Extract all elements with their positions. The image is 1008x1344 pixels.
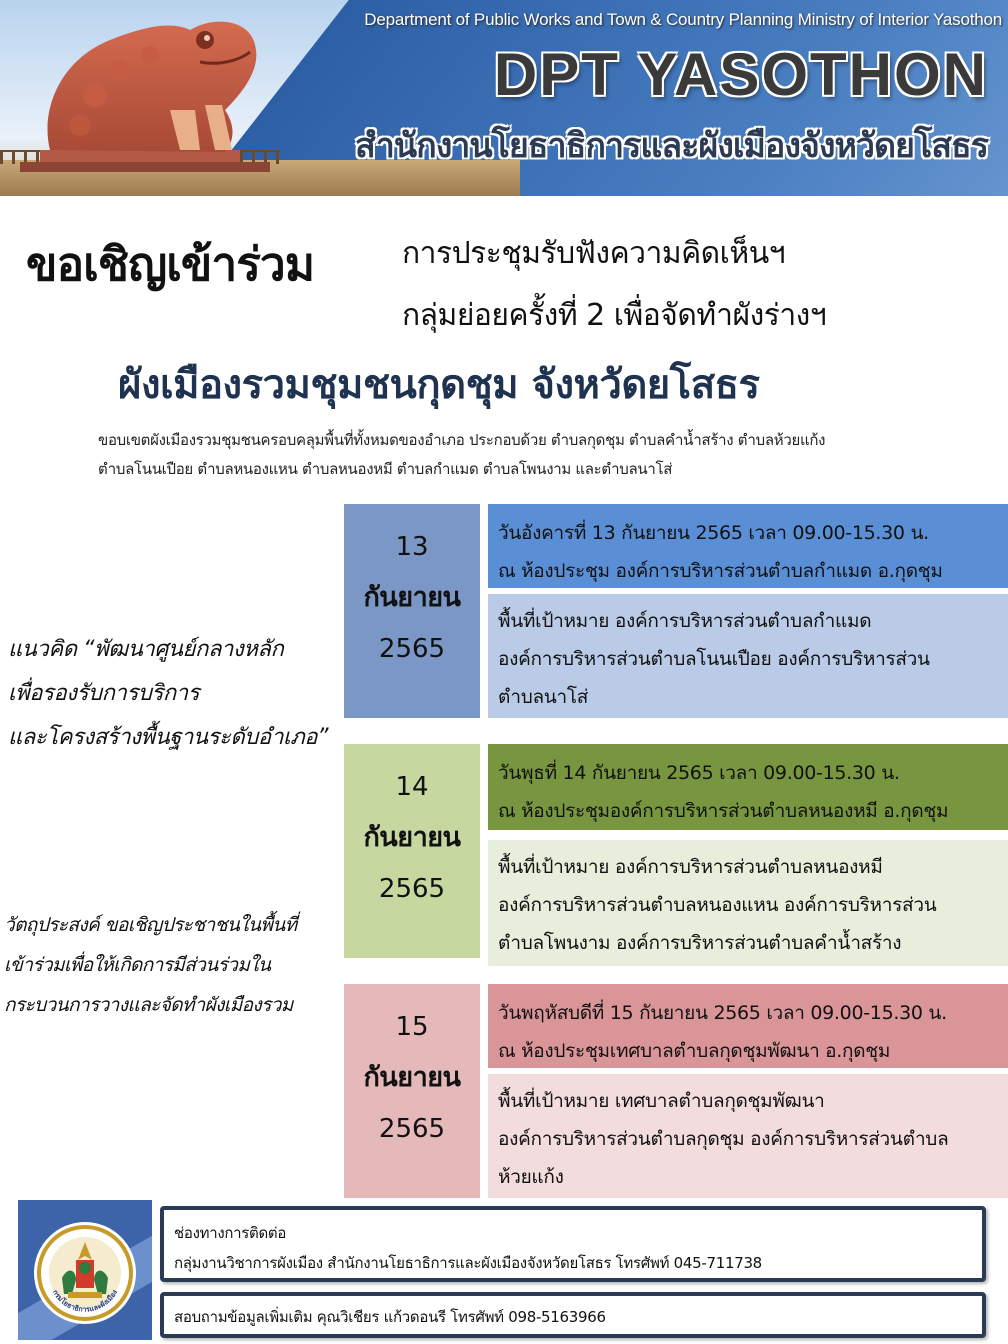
- session-2-datetime: วันพุธที่ 14 กันยายน 2565 เวลา 09.00-15.30 น.: [498, 762, 900, 784]
- session-3-target-area: [488, 1074, 1008, 1198]
- session-2-month: กันยายน: [363, 822, 461, 853]
- subtitle-line-1: การประชุมรับฟังความคิดเห็นฯ: [402, 236, 786, 271]
- session-2-target-area: [488, 840, 1008, 966]
- session-2-day: 14: [395, 772, 429, 802]
- inquiry-detail: สอบถามข้อมูลเพิ่มเติม คุณวิเชียร แก้วดอนรี โทรศัพท์ 098-5163966: [174, 1308, 606, 1326]
- session-2-target-line-3: ตำบลโพนงาม องค์การบริหารส่วนตำบลคำน้ำสร้าง: [498, 932, 902, 954]
- session-1-target-area: [488, 594, 1008, 718]
- session-1-date-box: [344, 504, 480, 718]
- session-2-year: 2565: [378, 874, 446, 904]
- subtitle-line-2: กลุ่มย่อยครั้งที่ 2 เพื่อจัดทำผังร่างฯ: [402, 298, 827, 333]
- session-1-day: 13: [395, 532, 429, 562]
- session-1-month: กันยายน: [363, 582, 461, 613]
- contact-channel-box: [160, 1206, 986, 1282]
- session-3-month: กันยายน: [363, 1062, 461, 1093]
- inquiry-box: [160, 1292, 986, 1338]
- objective-line-1: วัตถุประสงค์ ขอเชิญประชาชนในพื้นที่: [4, 914, 297, 936]
- session-2-target-line-1: พื้นที่เป้าหมาย องค์การบริหารส่วนตำบลหนองหมี: [498, 856, 883, 878]
- department-seal-panel: [18, 1200, 152, 1340]
- session-2-schedule: [488, 744, 1008, 830]
- session-3-target-line-1: พื้นที่เป้าหมาย เทศบาลตำบลกุดชุมพัฒนา: [498, 1090, 825, 1112]
- session-3-target-line-2: องค์การบริหารส่วนตำบลกุดชุม องค์การบริหารส่วนตำบล: [498, 1128, 949, 1150]
- contact-detail: กลุ่มงานวิชาการผังเมือง สำนักงานโยธาธิการและผังเมืองจังหวัดยโสธร โทรศัพท์ 045-711738: [174, 1254, 762, 1272]
- session-3-target-line-3: ห้วยแก้ง: [498, 1166, 564, 1188]
- concept-line-2: เพื่อรองรับการบริการ: [8, 681, 200, 706]
- seal-caption: กรมโยธาธิการและผังเมือง: [50, 1288, 120, 1314]
- boundary-line-1: ขอบเขตผังเมืองรวมชุมชนครอบคลุมพื้นที่ทั้งหมดของอำเภอ ประกอบด้วย ตำบลกุดชุม ตำบลคำน้ำสร้าง ตำบลห้วยแก้ง: [98, 431, 826, 449]
- session-3-datetime: วันพฤหัสบดีที่ 15 กันยายน 2565 เวลา 09.00-15.30 น.: [498, 1002, 947, 1024]
- concept-statement: [8, 628, 348, 760]
- session-1-schedule: [488, 504, 1008, 588]
- session-3-schedule: [488, 984, 1008, 1068]
- header-banner: [0, 0, 1008, 196]
- session-2-target-line-2: องค์การบริหารส่วนตำบลหนองแหน องค์การบริหารส่วน: [498, 894, 937, 916]
- session-1-datetime: วันอังคารที่ 13 กันยายน 2565 เวลา 09.00-15.30 น.: [498, 522, 929, 544]
- session-3-year: 2565: [378, 1114, 446, 1144]
- plan-boundary-description: [98, 426, 978, 484]
- concept-line-3: และโครงสร้างพื้นฐานระดับอำเภอ”: [8, 725, 329, 750]
- objective-line-3: กระบวนการวางและจัดทำผังเมืองรวม: [4, 994, 293, 1016]
- session-2-venue: ณ ห้องประชุมองค์การบริหารส่วนตำบลหนองหมี อ.กุดชุม: [498, 800, 949, 822]
- objective-line-2: เข้าร่วมเพื่อให้เกิดการมีส่วนร่วมใน: [4, 954, 271, 976]
- plan-name-heading: ผังเมืองรวมชุมชนกุดชุม จังหวัดยโสธร: [118, 362, 760, 408]
- objective-statement: [4, 905, 346, 1025]
- session-1-year: 2565: [378, 634, 446, 664]
- session-2-date-box: [344, 744, 480, 958]
- session-1-target-line-2: องค์การบริหารส่วนตำบลโนนเปือย องค์การบริหารส่วน: [498, 648, 930, 670]
- brand-title: DPT YASOTHON: [493, 41, 988, 108]
- boundary-line-2: ตำบลโนนเปือย ตำบลหนองแหน ตำบลหนองหมี ตำบลกำแมด ตำบลโพนงาม และตำบลนาโส่: [98, 460, 673, 478]
- department-seal-icon: [32, 1220, 138, 1326]
- session-1-target-line-1: พื้นที่เป้าหมาย องค์การบริหารส่วนตำบลกำแมด: [498, 610, 872, 632]
- contact-title: ช่องทางการติดต่อ: [174, 1224, 287, 1242]
- session-1-venue: ณ ห้องประชุม องค์การบริหารส่วนตำบลกำแมด อ.กุดชุม: [498, 560, 943, 582]
- office-thai-name: สำนักงานโยธาธิการและผังเมืองจังหวัดยโสธร: [355, 126, 988, 166]
- invitation-heading: ขอเชิญเข้าร่วม: [26, 237, 315, 291]
- session-3-day: 15: [395, 1012, 429, 1042]
- department-english-name: Department of Public Works and Town & Country Planning Ministry of Interior Yasothon: [364, 10, 1002, 29]
- session-1-target-line-3: ตำบลนาโส่: [498, 686, 589, 708]
- toad-statue-image: [0, 0, 330, 196]
- concept-line-1: แนวคิด “พัฒนาศูนย์กลางหลัก: [8, 637, 284, 662]
- session-3-date-box: [344, 984, 480, 1198]
- session-3-venue: ณ ห้องประชุมเทศบาลตำบลกุดชุมพัฒนา อ.กุดชุม: [498, 1040, 891, 1062]
